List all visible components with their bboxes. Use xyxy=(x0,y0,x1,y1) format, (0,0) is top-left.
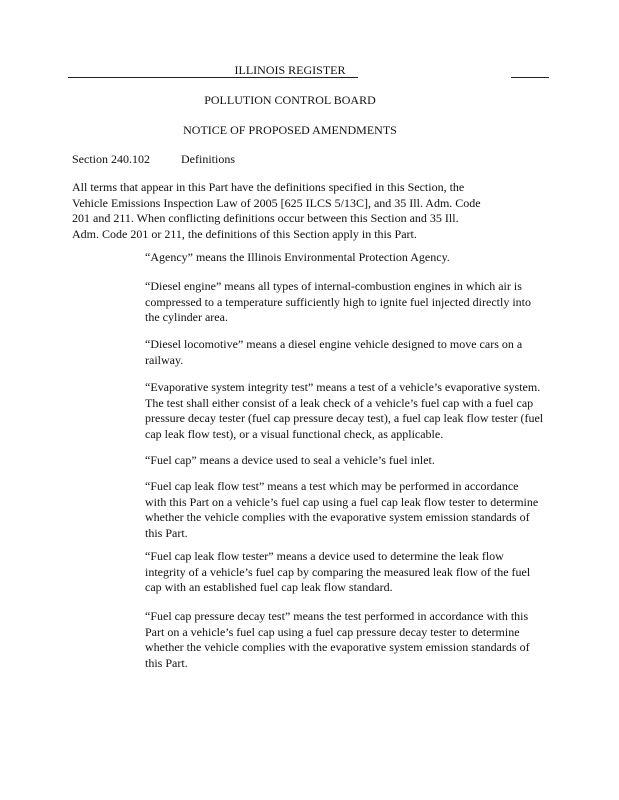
definition-diesel-engine: “Diesel engine” means all types of internal-combustion engines in which air is compressed to a temperature sufficiently high to ignite fuel injected directly into the cylinder area. xyxy=(145,279,531,324)
definition-fuel-cap-leak-flow-tester: “Fuel cap leak flow tester” means a device used to determine the leak flow integrity of a vehicle’s fuel cap by comparing the measured leak flow of the fuel cap with an established fuel cap leak flow standard. xyxy=(145,549,531,594)
board-title: POLLUTION CONTROL BOARD xyxy=(204,93,376,107)
definition-fuel-cap-leak-flow-test: “Fuel cap leak flow test” means a test which may be performed in accordance with this Part on a vehicle’s fuel cap using a fuel cap leak flow tester to determine whether the vehicle complies with the evaporative system emission standards of this Part. xyxy=(145,479,539,540)
definition-fuel-cap: “Fuel cap” means a device used to seal a vehicle’s fuel inlet. xyxy=(145,453,435,467)
definition-agency: “Agency” means the Illinois Environmental Protection Agency. xyxy=(145,250,450,264)
definition-diesel-locomotive: “Diesel locomotive” means a diesel engine vehicle designed to move cars on a railway. xyxy=(145,337,523,367)
section-number: Section 240.102 xyxy=(72,152,150,166)
intro-paragraph: All terms that appear in this Part have the definitions specified in this Section, the Vehicle Emissions Inspection Law of 2005 [625 ILCS 5/13C], and 35 Ill. Adm. Code 201 and 211. When conflicting definitions occur between this Section and 35 Ill. Adm. Code 201 or 211, the definitions of this Section apply in this Part. xyxy=(72,180,481,241)
definition-fuel-cap-pressure-decay-test: “Fuel cap pressure decay test” means the test performed in accordance with this Part on a vehicle’s fuel cap using a fuel cap pressure decay tester to determine whether the vehicle complies with the evaporative system emission standards of this Part. xyxy=(145,609,530,670)
register-title: ILLINOIS REGISTER xyxy=(234,63,346,77)
section-title: Definitions xyxy=(181,152,235,166)
header-rule-right xyxy=(511,77,549,78)
notice-title: NOTICE OF PROPOSED AMENDMENTS xyxy=(183,123,397,137)
definition-evaporative-system-integrity-test: “Evaporative system integrity test” means a test of a vehicle’s evaporative system. The test shall either consist of a leak check of a vehicle’s fuel cap with a fuel cap pressure decay tester (fuel cap pressure decay test), a fuel cap leak flow tester (fuel cap leak flow test), or a visual functional check, as applicable. xyxy=(145,380,544,441)
